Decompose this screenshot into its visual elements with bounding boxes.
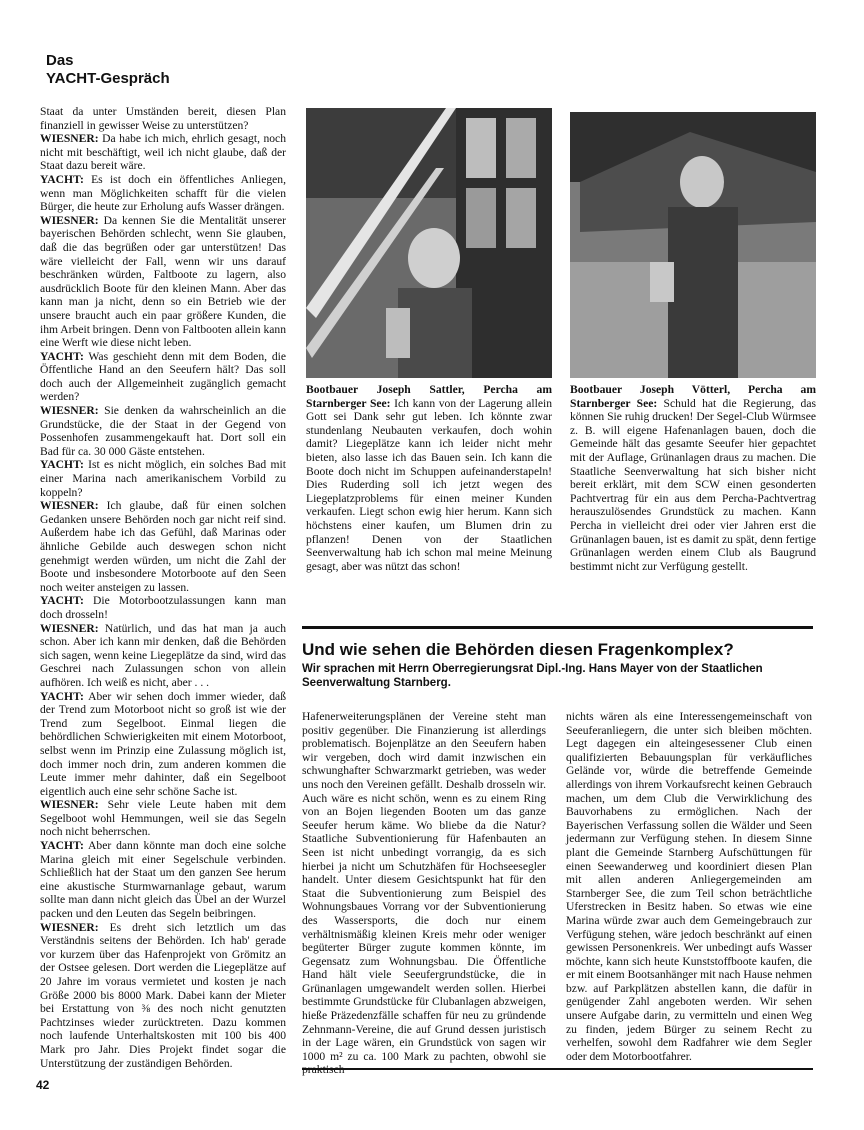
speaker-label: WIESNER:: [40, 499, 99, 513]
article-column-1-text: Hafenerweiterungsplänen der Vereine steht man positiv gegenüber. Die Finanzierung ist allerdings problematisch. Bojenplätze an den Seeufern haben wir vergeben, doch wird damit inzwischen ein schwunghafter Schwarzmarkt getrieben, was weder uns noch den Vereinen gefällt. Deshalb drosseln wir. Auch wäre es nicht schön, wenn es zu einem Ring von an Bojen liegenden Booten um das ganze Seeufer herum käme. Wo bliebe da die Natur? Staatliche Subventionierung für Hafenbauten an Seen ist nicht unbedingt vorrangig, da es sich hierbei ja nicht um Schutzhäfen für Hochseesegler handelt. Unter diesem Gesichtspunkt hat für den Staat die Subventionierung zum Beispiel des Wohnungsbaues Vorrang vor der Subventionierung des Wassersports, die doch nur einem verhältnismäßig kleinen Kreis mehr oder weniger begüterter Bürger zugute kommen könnte, im Gegensatz zum Wohnungsbau. Die Öffentliche Hand hält viele Seeufergrundstücke, die in Grünanlagen umgewandelt werden sollen. Hierbei bestimmte Grundstücke für Clubanlagen abzweigen, hieße Präzedenzfälle schaffen für neu zu gründende Zehnmann-Vereine, die auf Grund dessen juristisch in der Lage wären, ein Grundstück von sagen wir 1000 m² zu ca. 100 Mark zu pachten, obwohl sie: [302, 710, 546, 1063]
photo-boatbuilder-sattler: [306, 108, 552, 378]
article-column-2-text: nichts wären als eine Interessengemeinschaft von Seeuferanliegern, die unter sich bleiben möchten. Legt dagegen ein alteingesessener Club einen qualifizierten Bebauungsplan für verkäufliches Gelände vor, würde die betreffende Gemeinde allerdings von ihrem Vorkaufsrecht keinen Gebrauch machen, um dem Club die Verwirklichung des Bauvorhabens zu ermöglichen. Nach der Bayerischen Verfassung sollen die Wälder und Seen jedermann zur Verfügung stehen. In diesem Sinne plant die Gemeinde Starnberg Aufschüttungen für einen Seewanderweg und koordiniert diesen Plan mit allen anderen Anliegergemeinden am Starnberger See, die zum Teil schon beträchtliche Uferstrecken in Besitz haben. So etwas wie eine Marina würde zwar auch dem Gemeingebrauch zur Verfügung stehen, wäre jedoch beschränkt auf einen gewissen Personenkreis. Wer unbedingt aufs Wasser möchte, kann sich heute Kunststoffboote kaufen, die er mit einem Bootsanhänger mit nach Hause nehmen bzw. auf Parkplätzen abstellen kann, die dafür in genügender Zahl angeboten werden. Wir sehen unsere Aufgabe darin, zu vermitteln und einen Weg zu finden, jedem Bürger zu seinem Recht zu verhelfen, sowohl dem Radfahrer wie dem Segler oder dem Motorbootfahrer.: [566, 710, 812, 1063]
page-number: 42: [36, 1078, 50, 1092]
interview-paragraph: [40, 173, 286, 214]
caption-voetterl-text: Schuld hat die Regierung, das können Sie ruhig drucken! Der Segel-Club Würmsee z. B. will eigene Hafenanlagen bauen, doch die Gemeinde hält das gesamte Seeufer hier gepachtet mit der Auflage, Grünanlagen draus zu machen. Die Staatliche Seenverwaltung hat sich bisher nicht bereit erklärt, mit dem SCW einen gesonderten Pachtvertrag für ein aus dem Percha-Pachtvertrag herauszulösendes Grundstück zu machen. Kann Percha in vielleicht drei oder vier Jahren erst die Grünanlagen bauen, ist es damit zu spät, denn fertige Grünanlagen werden einem Club als Baugrund bestimmt nicht zur Verfügung gestellt.: [570, 396, 816, 573]
interview-paragraph: [40, 132, 286, 173]
paragraph-text: Ich glaube, daß für einen solchen Gedanken unsere Behörden noch gar nicht reif sind. Außerdem habe ich das Gefühl, daß Marinas oder ähnliche Gebilde auch deswegen schon nicht genehmigt werden würden, um nicht die Zahl der Boote und insbesondere Motorboote auf den Seen noch weiter ansteigen zu lassen.: [40, 499, 286, 594]
paragraph-text: Da habe ich mich, ehrlich gesagt, noch nicht mit beschäftigt, weil ich nicht glaube, daß der Staat dazu bereit wäre.: [40, 132, 286, 173]
interview-paragraph: [40, 622, 286, 690]
paragraph-text: Da kennen Sie die Mentalität unserer bayerischen Behörden schlecht, wenn Sie glauben, daß die das begrüßen oder gar unterstützen! Das wäre vielleicht der Fall, wenn wir uns darauf beschränken würden, Faltboote zu lagern, also ausdrücklich Boote für den kleinen Mann. Aber das kann man ja nicht, denn so ein Betrieb wie der unsere braucht auch ein paar größere Kunden, die ihm Arbeit bringen. Denn von Faltbooten allein kann eine Werft wie diese nicht leben.: [40, 213, 286, 350]
speaker-label: YACHT:: [40, 839, 84, 853]
paragraph-text: Aber wir sehen doch immer wieder, daß der Trend zum Motorboot nicht so groß ist wie der Trend zum Segelboot. Einmal liegen die behördlichen Schwierigkeiten mit einem Motorboot, selbst wenn im Prinzip eine Zulassung möglich ist, doch immer noch drin, zum anderen kommen die Leute immer mehr dahinter, daß ein Segelboot eigentlich auch eine sehr schöne Sache ist.: [40, 689, 287, 798]
article-deck: Wir sprachen mit Herrn Oberregierungsrat Dipl.-Ing. Hans Mayer von der Staatlichen Seenverwaltung Starnberg.: [302, 663, 763, 689]
paragraph-text: Es dreht sich letztlich um das Verständnis seitens der Behörden. Ich hab' gerade vor kurzem über das Hafenprojekt von Grömitz an der Ostsee gelesen. Dort werden die Liegeplätze auf 20 Jahre im voraus vermietet und kosten je nach Größe 2000 bis 8000 Mark. Dabei kann der Mieter bei Erstattung von ⅜ des noch nicht genutzten Pachtzinses wieder zurücktreten. Dazu kommen noch laufende Unterhaltskosten mit 100 bis 400 Mark pro Jahr. Dies Projekt findet sogar die Unterstützung der zuständigen Behörden.: [40, 920, 286, 1070]
speaker-label: YACHT:: [40, 594, 84, 608]
speaker-label: WIESNER:: [40, 920, 99, 934]
paragraph-text: Aber dann könnte man doch eine solche Marina gleich mit einer Segelschule verbinden. Schließlich hat der Staat um den ganzen See herum eine akustische Sturmwarnanlage gebaut, warum sollte man dann nicht gleich das Übel an der Wurzel packen und den Leuten das Segeln beibringen.: [40, 839, 286, 921]
photo-boatbuilder-voetterl: [570, 112, 816, 378]
speaker-label: WIESNER:: [40, 621, 99, 635]
interview-paragraph: [40, 499, 286, 594]
article-headline: Und wie sehen die Behörden diesen Fragenkomplex?: [302, 640, 734, 659]
speaker-label: WIESNER:: [40, 132, 99, 146]
interview-paragraph: [40, 921, 286, 1071]
interview-paragraph: [40, 350, 286, 404]
paragraph-text: Staat da unter Umständen bereit, diesen Plan finanziell in gewisser Weise zu unterstützen?: [40, 105, 286, 132]
photo-voetterl-icon: [570, 112, 816, 378]
kicker-line-2: YACHT-Gespräch: [46, 70, 170, 87]
paragraph-text: Sehr viele Leute haben mit dem Segelboot wohl Hemmungen, weil sie das Segeln noch nicht beherrschen.: [40, 798, 286, 839]
caption-voetterl: [570, 383, 816, 573]
section-kicker: [46, 52, 170, 88]
article-column-1: [302, 710, 546, 1077]
speaker-label: WIESNER:: [40, 798, 99, 812]
interview-paragraph: [40, 404, 286, 458]
bottom-rule: [302, 1068, 813, 1070]
speaker-label: YACHT:: [40, 172, 84, 186]
caption-sattler-text: Ich kann von der Lagerung allein Gott sei Dank sehr gut leben. Ich könnte zwar stundenlang Neubauten verkaufen, doch wohin damit? Liegeplätze kann ich leider nicht mehr bieten, also lasse ich das Bauen sein. Ich kann die Boote doch nicht im Schuppen aufeinanderstapeln! Dies Ruderding soll ich jetzt wegen des Liegeplatzproblems für einen meiner Kunden verkaufen. Liegt schon ewig hier herum. Kann sich höchstens einer kaufen, um Blumen drin zu pflanzen! Denen von der Staatlichen Seenverwaltung hab ich schon mal meine Meinung gesagt, aber was nützt das schon!: [306, 396, 552, 573]
caption-sattler-lead: Bootbauer Joseph Sattler, Percha am Starnberger See:: [306, 383, 552, 410]
photo-sattler-icon: [306, 108, 552, 378]
paragraph-text: Natürlich, und das hat man ja auch schon. Aber ich kann mir denken, daß die Behörden sich sagen, wenn keine Liegeplätze da sind, wird das Geschrei nach Zulassungen schon von allein aufhören. Ich weiß es nicht, aber . . .: [40, 621, 287, 689]
paragraph-text: Was geschieht denn mit dem Boden, die Öffentliche Hand an den Seeufern hält? Das soll doch auch der Allgemeinheit zugänglich gemacht werden?: [40, 349, 286, 404]
interview-paragraph: [40, 690, 286, 799]
speaker-label: YACHT:: [40, 689, 84, 703]
interview-column: [40, 105, 286, 1070]
interview-paragraph: [40, 798, 286, 839]
speaker-label: WIESNER:: [40, 404, 99, 418]
interview-paragraph: [40, 214, 286, 350]
speaker-label: YACHT:: [40, 458, 84, 472]
paragraph-text: Die Motorbootzulassungen kann man doch drosseln!: [40, 594, 286, 621]
paragraph-text: Sie denken da wahrscheinlich an die Grundstücke, die der Staat in der Gegend von Possenhofen zusammengekauft hat. Dort soll ein Bad für ca. 30 000 Gäste entstehen.: [40, 404, 287, 458]
caption-sattler: [306, 383, 552, 573]
speaker-label: WIESNER:: [40, 213, 99, 227]
interview-paragraph: [40, 839, 286, 921]
caption-voetterl-lead: Bootbauer Joseph Vötterl, Percha am Starnberger See:: [570, 383, 816, 410]
paragraph-text: Ist es nicht möglich, ein solches Bad mit einer Marina nach amerikanischem Vorbild zu koppeln?: [40, 458, 286, 499]
kicker-line-1: Das: [46, 52, 74, 69]
speaker-label: YACHT:: [40, 349, 84, 363]
interview-paragraph: [40, 105, 286, 132]
paragraph-text: Es ist doch ein öffentliches Anliegen, wenn man Möglichkeiten schafft für die vielen Bürger, die heute zur Erholung aufs Wasser drängen.: [40, 172, 286, 214]
interview-paragraph: [40, 458, 286, 499]
interview-paragraph: [40, 594, 286, 621]
article-column-2: [566, 710, 812, 1063]
headline-rule: [302, 626, 813, 629]
